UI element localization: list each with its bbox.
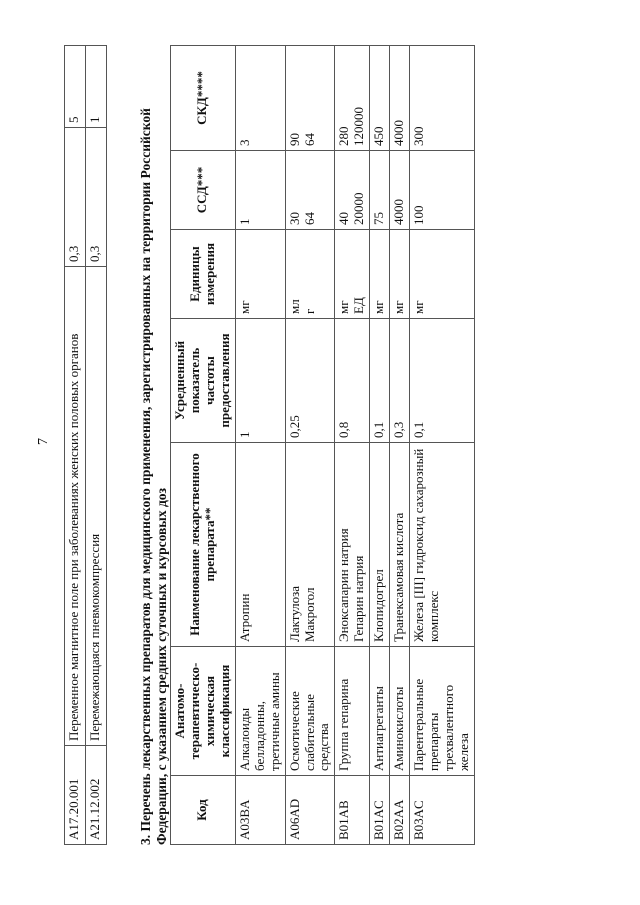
header-code: Код	[171, 776, 236, 845]
skd-value: 450	[371, 126, 387, 146]
drug-name: Атропин	[236, 593, 252, 642]
row-code: B02AA	[390, 776, 410, 845]
header-freq: Усредненный показатель частоты предоставления	[171, 319, 236, 443]
row-skd	[410, 46, 475, 151]
row-atc: Осмотические слабительные средства	[285, 647, 335, 776]
row-drug	[370, 443, 390, 647]
unit: мг	[411, 300, 427, 314]
skd-value: 120000	[351, 107, 367, 146]
row-code: B03AC	[410, 776, 475, 845]
row-unit	[390, 230, 410, 319]
row-skd	[370, 46, 390, 151]
row-drug	[410, 443, 475, 647]
table-row	[65, 46, 86, 845]
procedure-freq: 0,3	[65, 128, 86, 267]
sdd-value: 4000	[391, 199, 407, 225]
table-row	[235, 46, 285, 845]
drugs-table	[170, 45, 475, 845]
procedure-name: Переменное магнитное поле при заболеваниях женских половых органов	[65, 267, 86, 746]
header-unit: Единицы измерения	[171, 230, 236, 319]
row-drug	[390, 443, 410, 647]
row-freq: 0,3	[390, 319, 410, 443]
row-sdd	[285, 151, 335, 230]
drug-name: Железа [III] гидроксид сахарозный комплекс	[411, 448, 442, 642]
page-number: 7	[36, 438, 51, 445]
procedure-code: A21.12.002	[86, 746, 107, 845]
header-row	[171, 46, 236, 845]
row-freq: 0,1	[370, 319, 390, 443]
table-row	[390, 46, 410, 845]
procedure-freq: 0,3	[86, 128, 107, 267]
header-skd: СКД****	[171, 46, 236, 151]
row-skd	[335, 46, 370, 151]
row-freq: 0,8	[335, 319, 370, 443]
row-freq: 0,25	[285, 319, 335, 443]
header-sdd: ССД***	[171, 151, 236, 230]
skd-value: 64	[301, 133, 317, 146]
row-drug	[335, 443, 370, 647]
procedure-code: A17.20.001	[65, 746, 86, 845]
row-unit	[285, 230, 335, 319]
drug-name: Лактулоза	[286, 585, 302, 642]
table-row	[86, 46, 107, 845]
row-freq: 0,1	[410, 319, 475, 443]
row-atc: Алкалоиды белладонны, третичные амины	[235, 647, 285, 776]
procedure-mult: 5	[65, 46, 86, 128]
row-code: A06AD	[285, 776, 335, 845]
header-atc: Анатомо-терапевтическо-химическая классификация	[171, 647, 236, 776]
sdd-value: 40	[336, 212, 352, 225]
unit: мг	[371, 300, 387, 314]
procedure-name: Перемежающаяся пневмокомпрессия	[86, 267, 107, 746]
sdd-value: 1	[236, 218, 252, 225]
row-unit	[370, 230, 390, 319]
skd-value: 4000	[391, 120, 407, 146]
drug-name: Транексамовая кислота	[391, 512, 407, 642]
row-sdd	[235, 151, 285, 230]
sdd-value: 20000	[351, 192, 367, 225]
procedures-table	[64, 45, 107, 845]
drug-name: Макрогол	[301, 587, 317, 642]
table-row	[370, 46, 390, 845]
unit: мг	[336, 300, 352, 314]
row-code: B01AC	[370, 776, 390, 845]
table-row	[335, 46, 370, 845]
row-code: A03BA	[235, 776, 285, 845]
row-atc: Парентеральные препараты трехвалентного железа	[410, 647, 475, 776]
row-sdd	[390, 151, 410, 230]
skd-value: 90	[286, 133, 302, 146]
row-drug	[285, 443, 335, 647]
skd-value: 280	[336, 126, 352, 146]
table-row	[285, 46, 335, 845]
drug-name: Клопидогрел	[371, 569, 387, 642]
row-freq: 1	[235, 319, 285, 443]
sdd-value: 30	[286, 212, 302, 225]
row-unit	[335, 230, 370, 319]
procedure-mult: 1	[86, 46, 107, 128]
row-atc: Группа гепарина	[335, 647, 370, 776]
row-unit	[235, 230, 285, 319]
section-title: 3. Перечень лекарственных препаратов для медицинского применения, зарегистрированных на территории Российской Федерации, с указанием средних суточных и курсовых доз	[138, 108, 169, 845]
row-skd	[285, 46, 335, 151]
row-atc: Аминокислоты	[390, 647, 410, 776]
row-code: B01AB	[335, 776, 370, 845]
row-drug	[235, 443, 285, 647]
drug-name: Эноксапарин натрия	[336, 528, 352, 642]
drug-name: Гепарин натрия	[351, 555, 367, 642]
row-atc: Антиагреганты	[370, 647, 390, 776]
unit: мг	[236, 300, 252, 314]
row-unit	[410, 230, 475, 319]
table-row	[410, 46, 475, 845]
sdd-value: 64	[301, 212, 317, 225]
row-skd	[235, 46, 285, 151]
unit: ЕД	[351, 297, 367, 314]
row-skd	[390, 46, 410, 151]
unit: мг	[391, 300, 407, 314]
sdd-value: 100	[411, 205, 427, 225]
skd-value: 300	[411, 126, 427, 146]
header-drug: Наименование лекарственного препарата**	[171, 443, 236, 647]
skd-value: 3	[236, 139, 252, 146]
row-sdd	[410, 151, 475, 230]
unit: г	[301, 308, 317, 314]
row-sdd	[370, 151, 390, 230]
row-sdd	[335, 151, 370, 230]
unit: мл	[286, 299, 302, 314]
sdd-value: 75	[371, 212, 387, 225]
